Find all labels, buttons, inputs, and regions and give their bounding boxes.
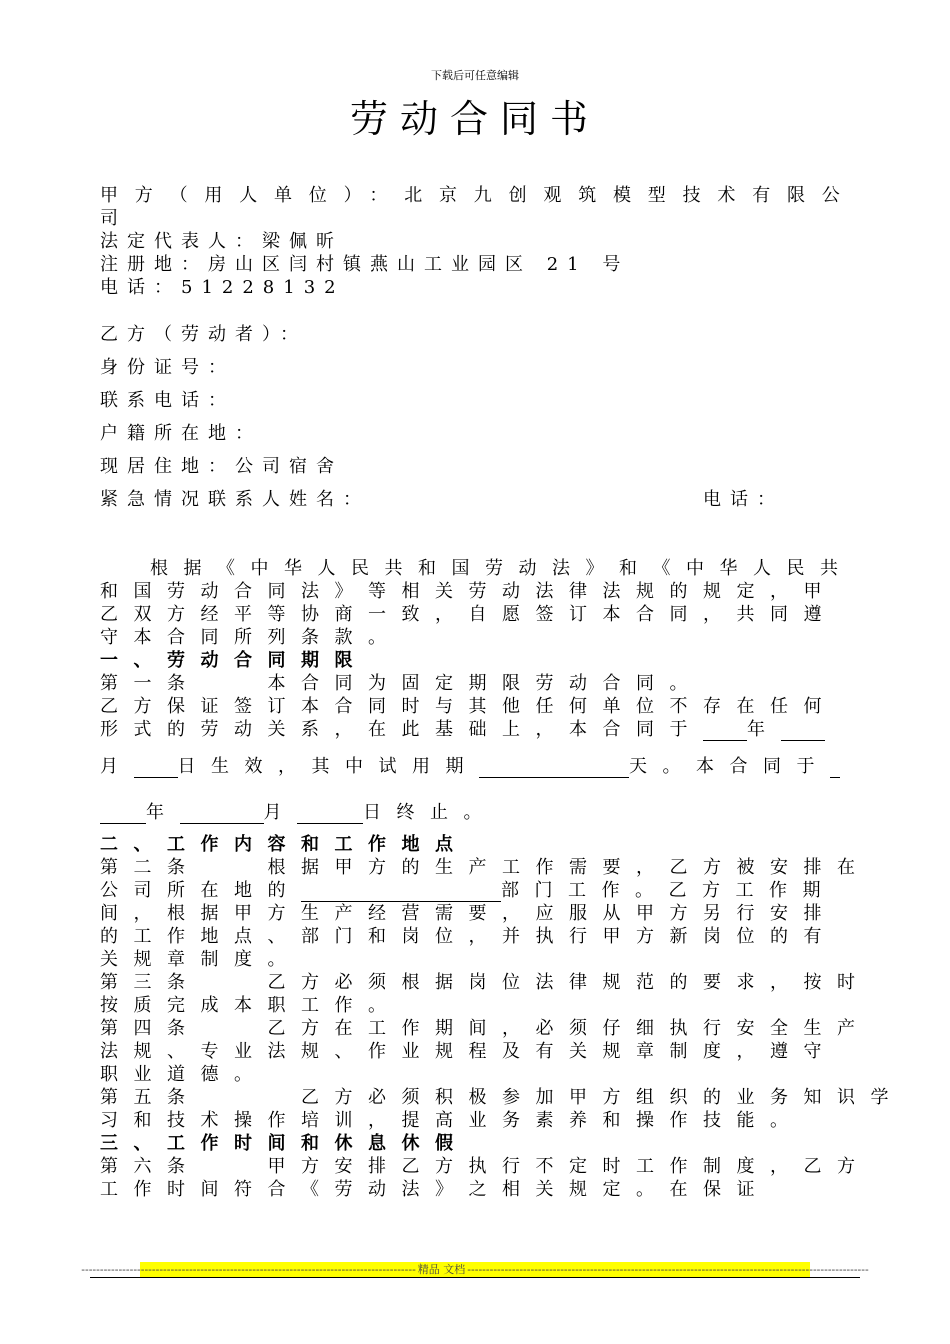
registered-address: 注册地：房山区闫村镇燕山工业园区 21 号 [100,254,630,275]
article-1-text: 月 [263,802,297,823]
start-day-blank[interactable] [134,759,178,778]
footer-rule [90,1277,860,1278]
article-5-line: 第五条 乙方必须积极参加甲方组织的业务知识学 [100,1087,904,1108]
article-3-line: 第三条 乙方必须根据岗位法律规范的要求，按时 [100,972,871,993]
party-a-line [100,185,857,207]
footer-label: 精品 文档 [417,1263,466,1276]
section-heading: 一、劳动合同期限 [100,650,368,671]
end-day-blank[interactable] [297,805,363,824]
department-blank[interactable] [301,883,501,902]
document-title: 劳动合同书 [349,97,600,141]
legal-representative: 法定代表人：梁佩昕 [100,231,343,252]
footer-dashes-left: ------------------------------------------------------------------------------------------ [81,1263,416,1276]
article-1-text: 日生效，其中试用期 [177,756,479,777]
probation-days-blank[interactable] [479,759,629,778]
party-b-hukou: 户籍所在地： [100,423,262,444]
article-2-text: 公司所在地的 [100,880,301,901]
article-2-line: 的工作地点、部门和岗位，并执行甲方新岗位的有 [100,926,837,947]
party-b-residence: 现居住地：公司宿舍 [100,456,343,477]
end-year-blank[interactable] [100,805,146,824]
preamble-line: 和国劳动合同法》等相关劳动法律法规的规定，甲 [100,581,837,602]
article-1-text: 年 [146,802,180,823]
article-2-line: 间，根据甲方生产经营需要，应服从甲方另行安排 [100,903,837,924]
end-year-blank-start[interactable] [830,759,840,778]
emergency-contact: 紧急情况联系人姓名： [100,489,370,510]
preamble-line: 根据《中华人民共和国劳动法》和《中华人民共 [150,558,854,579]
start-year-blank[interactable] [703,722,747,741]
article-2-line [100,880,836,902]
party-a-phone: 电话：51228132 [100,277,345,298]
party-a-text: 甲方（用人单位）：北京九创观筑模型技术有限公 [100,185,857,206]
article-1-line: 第一条 本合同为固定期限劳动合同。 [100,673,703,694]
footer-bar [81,1262,869,1278]
article-4-line: 第四条 乙方在工作期间，必须仔细执行安全生产 [100,1018,871,1039]
header-note: 下载后可任意编辑 [431,69,519,82]
article-6-line: 第六条 甲方安排乙方执行不定时工作制度，乙方 [100,1156,871,1177]
article-1-line: 乙方保证签订本合同时与其他任何单位不存在任何 [100,696,837,717]
party-b-id: 身份证号： [100,357,235,378]
article-6-line: 工作时间符合《劳动法》之相关规定。在保证 [100,1179,770,1200]
article-1-text: 形式的劳动关系，在此基础上，本合同于 [100,719,703,740]
emergency-phone: 电话： [703,489,784,510]
party-b-label: 乙方（劳动者）： [100,324,307,345]
article-2-line: 关规章制度。 [100,949,301,970]
article-1-line [100,719,825,741]
article-2-text: 部门工作。乙方工作期 [501,880,836,901]
article-1-line [100,756,840,778]
start-month-blank[interactable] [781,722,825,741]
article-1-text: 年 [747,719,781,740]
article-1-text: 月 [100,756,134,777]
article-2-line: 第二条 根据甲方的生产工作需要，乙方被安排在 [100,857,871,878]
article-4-line: 法规、专业法规、作业规程及有关规章制度，遵守 [100,1041,837,1062]
article-1-text: 日终止。 [363,802,497,823]
party-a-line-cont: 司 [100,208,127,229]
party-b-phone: 联系电话： [100,390,235,411]
end-month-blank[interactable] [180,805,264,824]
article-5-line: 习和技术操作培训，提高业务素养和操作技能。 [100,1110,804,1131]
section-heading: 三、工作时间和休息休假 [100,1133,469,1154]
preamble-line: 乙双方经平等协商一致，自愿签订本合同，共同遵 [100,604,837,625]
article-1-line [100,802,497,824]
section-heading: 二、工作内容和工作地点 [100,834,469,855]
party-a-name [100,185,857,207]
article-1-text: 天。本合同于 [629,756,830,777]
preamble-line: 守本合同所列条款。 [100,627,402,648]
footer-dashes-right: ------------------------------------------------------------------------------------------------------------ [467,1263,869,1276]
article-4-line: 职业道德。 [100,1064,268,1085]
article-3-line: 按质完成本职工作。 [100,995,402,1016]
